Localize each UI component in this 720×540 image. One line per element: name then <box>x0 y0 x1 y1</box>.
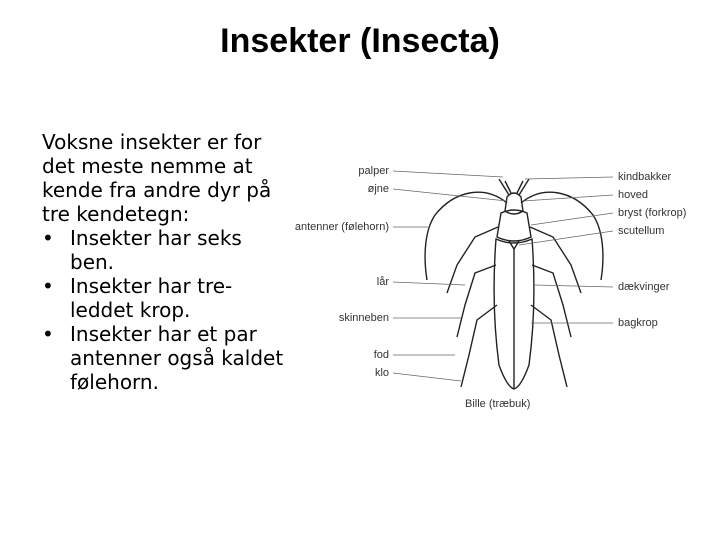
label-daekvinger: dækvinger <box>618 281 670 293</box>
left-leader-lines <box>393 171 507 381</box>
label-ojne: øjne <box>367 183 389 195</box>
label-skinneben: skinneben <box>338 312 389 324</box>
label-kindbakker: kindbakker <box>618 171 672 183</box>
beetle-drawing <box>425 179 603 389</box>
slide-title: Insekter (Insecta) <box>220 22 500 60</box>
beetle-figure <box>285 155 705 420</box>
figure-caption: Bille (træbuk) <box>465 398 531 410</box>
bullet-item: • Insekter har tre-leddet krop. <box>42 274 292 322</box>
label-bagkrop: bagkrop <box>618 317 658 329</box>
label-fod: fod <box>373 349 389 361</box>
bullet-item: • Insekter har et par antenner også kaldet følehorn. <box>42 322 292 394</box>
label-lar: lår <box>376 276 389 288</box>
intro-text: Voksne insekter er for det meste nemme at kende fra andre dyr på tre kendetegn: <box>42 130 272 226</box>
slide-body <box>42 130 292 394</box>
label-bryst: bryst (forkrop) <box>618 207 687 219</box>
label-klo: klo <box>374 367 389 379</box>
label-palper: palper <box>358 165 389 177</box>
bullet-list <box>42 226 292 394</box>
beetle-diagram <box>285 155 705 420</box>
label-scutellum: scutellum <box>618 225 665 237</box>
bullet-item: • Insekter har seks ben. <box>42 226 292 274</box>
label-antenner: antenner (følehorn) <box>294 221 389 233</box>
label-hoved: hoved <box>618 189 648 201</box>
